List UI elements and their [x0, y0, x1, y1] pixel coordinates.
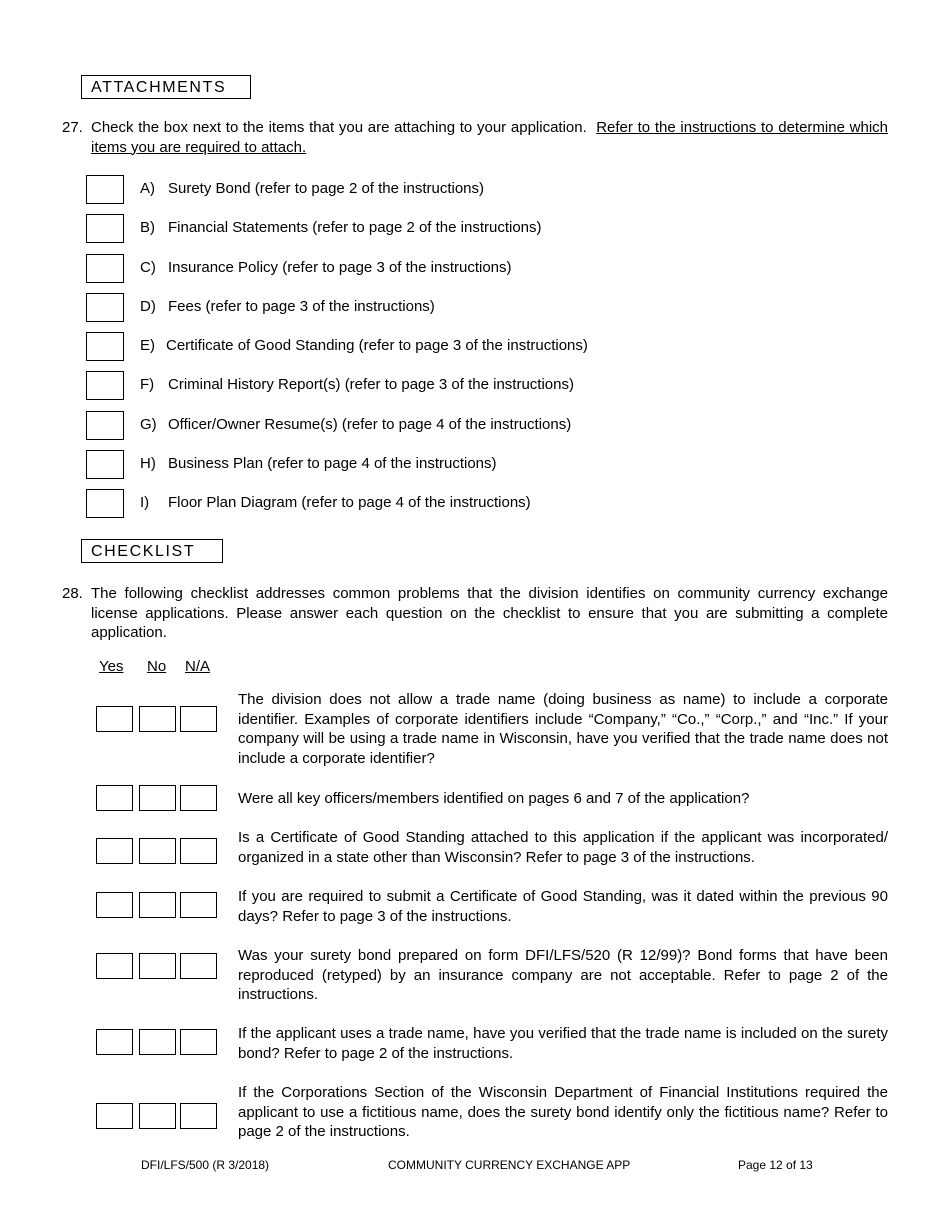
attachment-row-fees	[86, 293, 786, 325]
attachment-checkbox[interactable]	[86, 293, 124, 322]
attachment-letter: I)	[140, 494, 150, 511]
question-27-number: 27.	[62, 119, 83, 136]
footer-title: COMMUNITY CURRENCY EXCHANGE APP	[388, 1158, 631, 1172]
footer-form-id: DFI/LFS/500 (R 3/2018)	[141, 1158, 270, 1172]
na-checkbox[interactable]	[180, 785, 217, 811]
checklist-row-key-officers	[96, 789, 888, 815]
attachments-heading: ATTACHMENTS	[81, 75, 251, 99]
yes-checkbox[interactable]	[96, 892, 133, 918]
no-checkbox[interactable]	[139, 953, 176, 979]
checklist-heading: CHECKLIST	[81, 539, 223, 563]
na-checkbox[interactable]	[180, 838, 217, 864]
no-checkbox[interactable]	[139, 892, 176, 918]
na-checkbox[interactable]	[180, 706, 217, 732]
attachment-label: Floor Plan Diagram (refer to page 4 of the instructions)	[168, 494, 531, 511]
attachment-letter: B)	[140, 219, 155, 236]
attachment-label: Criminal History Report(s) (refer to page 3 of the instructions)	[168, 376, 574, 393]
attachment-letter: C)	[140, 259, 156, 276]
attachment-letter: A)	[140, 180, 155, 197]
checklist-row-trade-name-identifier	[96, 690, 888, 770]
attachment-label: Surety Bond (refer to page 2 of the instructions)	[168, 180, 485, 197]
na-checkbox[interactable]	[180, 953, 217, 979]
attachment-label: Certificate of Good Standing (refer to page 3 of the instructions)	[166, 337, 588, 354]
attachment-row-officer-resumes	[86, 411, 786, 443]
na-checkbox[interactable]	[180, 1029, 217, 1055]
attachment-checkbox[interactable]	[86, 214, 124, 243]
no-checkbox[interactable]	[139, 785, 176, 811]
question-27-instruction: Check the box next to the items that you are attaching to your application.	[91, 119, 587, 136]
checklist-question: If the applicant uses a trade name, have you verified that the trade name is included on the surety bond? Refer to page 2 of the instructions.	[238, 1025, 888, 1062]
checklist-question: The division does not allow a trade name (doing business as name) to include a corporate identifier. Examples of corporate identifiers include “Company,” “Co.,” “Corp.,” and “Inc.” If your company will be using a trade name in Wisconsin, have you verified that the trade name does not include a corporate identifier?	[238, 691, 888, 767]
column-header-na: N/A	[185, 658, 211, 675]
attachment-checkbox[interactable]	[86, 489, 124, 518]
checklist-question: Was your surety bond prepared on form DFI/LFS/520 (R 12/99)? Bond forms that have been reproduced (retyped) by an insurance company are not acceptable. Refer to page 2 of the instructions.	[238, 947, 888, 1003]
attachment-checkbox[interactable]	[86, 175, 124, 204]
yes-checkbox[interactable]	[96, 1029, 133, 1055]
attachment-row-certificate-good-standing	[86, 332, 786, 364]
checklist-row-fictitious-name	[96, 1083, 888, 1143]
column-header-no: No	[147, 658, 167, 675]
column-header-yes: Yes	[99, 658, 124, 675]
question-28-text: The following checklist addresses common problems that the division identifies on community currency exchange license applications. Please answer each question on the checklist to ensure that you are submitting a complete application.	[91, 585, 888, 641]
attachment-label: Financial Statements (refer to page 2 of the instructions)	[168, 219, 542, 236]
attachment-checkbox[interactable]	[86, 332, 124, 361]
no-checkbox[interactable]	[139, 1103, 176, 1129]
attachment-label: Business Plan (refer to page 4 of the instructions)	[168, 455, 497, 472]
checklist-question: Were all key officers/members identified on pages 6 and 7 of the application?	[238, 790, 750, 807]
question-27-text	[91, 118, 888, 157]
attachment-letter: H)	[140, 455, 156, 472]
attachment-label: Insurance Policy (refer to page 3 of the instructions)	[168, 259, 512, 276]
attachment-checkbox[interactable]	[86, 450, 124, 479]
attachment-letter: D)	[140, 298, 156, 315]
yes-checkbox[interactable]	[96, 785, 133, 811]
question-28-number: 28.	[62, 585, 83, 602]
attachment-letter: F)	[140, 376, 155, 393]
attachment-row-insurance-policy	[86, 254, 786, 286]
attachment-row-criminal-history	[86, 371, 786, 403]
yes-checkbox[interactable]	[96, 953, 133, 979]
checklist-row-certificate-dated	[96, 887, 888, 927]
na-checkbox[interactable]	[180, 1103, 217, 1129]
attachment-checkbox[interactable]	[86, 371, 124, 400]
checklist-question: If you are required to submit a Certificate of Good Standing, was it dated within the previous 90 days? Refer to page 3 of the instructions.	[238, 888, 888, 925]
checklist-question: If the Corporations Section of the Wisconsin Department of Financial Institutions required the applicant to use a fictitious name, does the surety bond identify only the fictitious name? Refer to page 2 of the instructions.	[238, 1084, 888, 1140]
attachment-row-floor-plan	[86, 489, 786, 521]
no-checkbox[interactable]	[139, 706, 176, 732]
yes-checkbox[interactable]	[96, 1103, 133, 1129]
attachment-row-financial-statements	[86, 214, 786, 246]
attachment-row-surety-bond	[86, 175, 786, 207]
na-checkbox[interactable]	[180, 892, 217, 918]
checklist-row-surety-bond-form	[96, 946, 888, 1006]
checklist-question: Is a Certificate of Good Standing attached to this application if the applicant was incorporated/ organized in a state other than Wisconsin? Refer to page 3 of the instructions.	[238, 829, 888, 866]
attachment-label: Fees (refer to page 3 of the instructions)	[168, 298, 435, 315]
attachment-row-business-plan	[86, 450, 786, 482]
yes-checkbox[interactable]	[96, 706, 133, 732]
attachment-checkbox[interactable]	[86, 254, 124, 283]
checklist-row-trade-name-on-bond	[96, 1024, 888, 1064]
attachment-letter: E)	[140, 337, 155, 354]
footer-page-number: Page 12 of 13	[738, 1158, 813, 1172]
checklist-row-certificate-attached	[96, 828, 888, 868]
question-27-underlined-note: Refer to the instructions to determine which items you are required to attach.	[91, 119, 888, 156]
attachment-checkbox[interactable]	[86, 411, 124, 440]
no-checkbox[interactable]	[139, 838, 176, 864]
no-checkbox[interactable]	[139, 1029, 176, 1055]
attachment-label: Officer/Owner Resume(s) (refer to page 4 of the instructions)	[168, 416, 572, 433]
yes-checkbox[interactable]	[96, 838, 133, 864]
attachment-letter: G)	[140, 416, 157, 433]
